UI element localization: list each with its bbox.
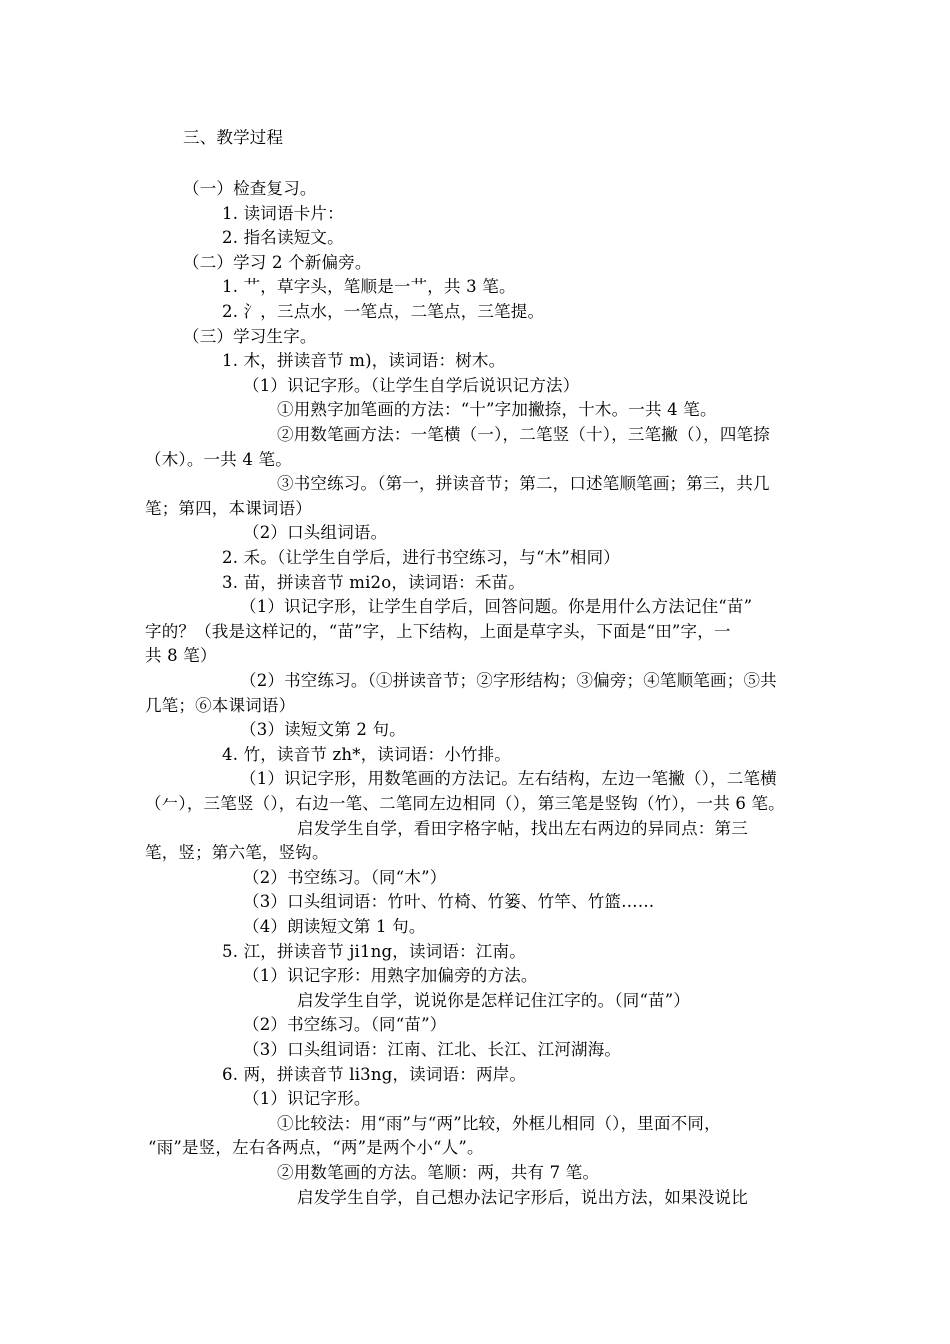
text-line: ②用数笔画的方法。笔顺：两，共有 7 笔。	[277, 1163, 600, 1182]
text-line: （2）口头组词语。	[243, 523, 388, 542]
text-line: （3）口头组词语：江南、江北、长江、江河湖海。	[243, 1040, 622, 1059]
text-line: 3. 苗，拼读音节 mi2o，读词语：禾苗。	[222, 573, 525, 592]
text-line: 2. 禾。（让学生自学后，进行书空练习，与“木”相同）	[222, 548, 621, 567]
text-line: （𠂉），三笔竖（），右边一笔、二笔同左边相同（），第三笔是竖钩（竹），一共 6 笔。	[145, 794, 785, 813]
text-line: 4. 竹，读音节 zh*，读词语：小竹排。	[222, 745, 512, 764]
text-line: 1. 艹，草字头，笔顺是一艹，共 3 笔。	[222, 277, 516, 296]
section-heading: 三、教学过程	[183, 128, 284, 147]
text-line: （三）学习生字。	[183, 327, 317, 346]
text-line: ①比较法：用“雨”与“两”比较，外框儿相同（），里面不同，	[277, 1114, 721, 1133]
text-line: （木）。一共 4 笔。	[145, 450, 292, 469]
text-line: （3）口头组词语：竹叶、竹椅、竹篓、竹竿、竹篮……	[243, 892, 655, 911]
text-line: （2）书空练习。（①拼读音节；②字形结构；③偏旁；④笔顺笔画；⑤共	[240, 671, 777, 690]
text-line: （1）识记字形，让学生自学后，回答问题。你是用什么方法记住“苗”	[240, 597, 753, 616]
text-line: ③书空练习。（第一，拼读音节；第二，口述笔顺笔画；第三，共几	[277, 474, 770, 493]
text-line: 6. 两，拼读音节 li3ng，读词语：两岸。	[222, 1065, 527, 1084]
text-line: （1）识记字形。（让学生自学后说识记方法）	[243, 376, 580, 395]
text-line: 笔；第四，本课词语）	[145, 499, 312, 518]
text-line: （1）识记字形：用熟字加偏旁的方法。	[243, 966, 538, 985]
text-line: （3）读短文第 2 句。	[240, 720, 406, 739]
text-line: （二）学习 2 个新偏旁。	[183, 253, 372, 272]
text-line: 笔，竖；第六笔，竖钩。	[145, 843, 329, 862]
text-line: （4）朗读短文第 1 句。	[243, 917, 426, 936]
text-line: ①用熟字加笔画的方法：“十”字加撇捺，十木。一共 4 笔。	[277, 400, 717, 419]
text-line: 字的？（我是这样记的，“苗”字，上下结构，上面是草字头，下面是“田”字，一	[145, 622, 731, 641]
text-line: 共 8 笔）	[145, 646, 217, 665]
text-line: 启发学生自学，自己想办法记字形后，说出方法，如果没说比	[297, 1188, 748, 1207]
text-line: “雨”是竖，左右各两点，“两”是两个小“人”。	[148, 1138, 484, 1157]
text-line: 1. 木，拼读音节 m)，读词语：树木。	[222, 351, 506, 370]
text-line: （1）识记字形。	[243, 1089, 371, 1108]
text-line: （2）书空练习。（同“苗”）	[243, 1015, 447, 1034]
text-line: 2. 指名读短文。	[222, 228, 344, 247]
text-line: 5. 江，拼读音节 ji1ng，读词语：江南。	[222, 942, 526, 961]
text-line: 启发学生自学，说说你是怎样记住江字的。（同“苗”）	[297, 991, 691, 1010]
text-line: （1）识记字形，用数笔画的方法记。左右结构，左边一笔撇（），二笔横	[240, 769, 777, 788]
text-line: 启发学生自学，看田字格字帖，找出左右两边的异同点：第三	[297, 819, 748, 838]
text-line: 2. 氵，三点水，一笔点，二笔点，三笔提。	[222, 302, 545, 321]
text-line: （2）书空练习。（同“木”）	[243, 868, 447, 887]
text-line: （一）检查复习。	[183, 179, 317, 198]
text-line: 1. 读词语卡片：	[222, 204, 344, 223]
text-line: ②用数笔画方法：一笔横（一），二笔竖（十），三笔撇（），四笔捺	[277, 425, 770, 444]
text-line: 几笔；⑥本课词语）	[145, 696, 296, 715]
